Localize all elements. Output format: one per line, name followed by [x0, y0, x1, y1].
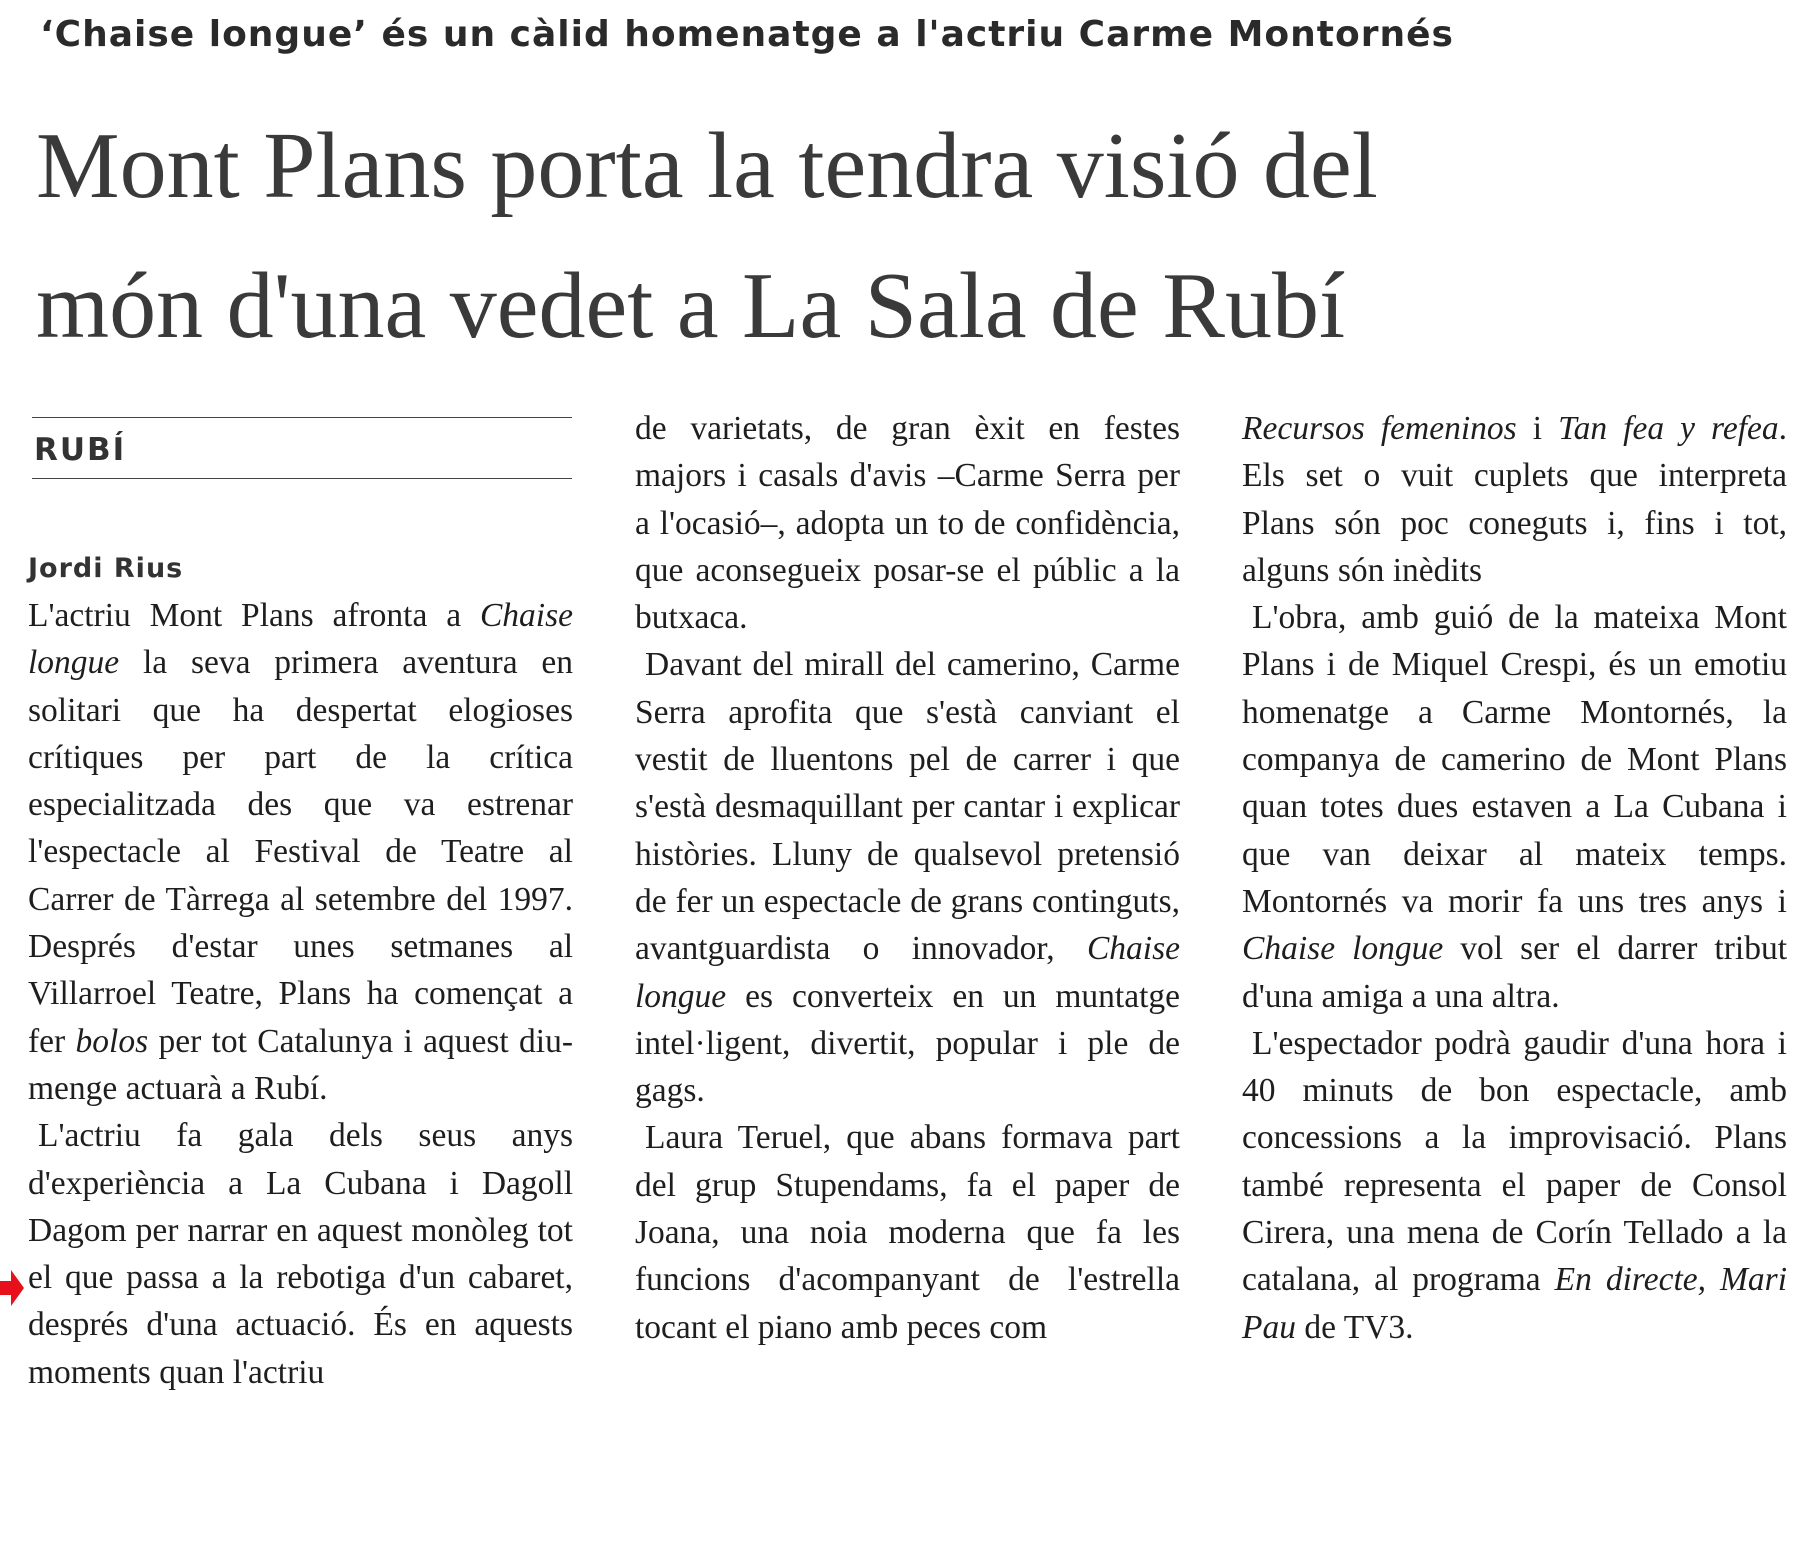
dateline-rule-top [32, 417, 572, 418]
col1-paragraph-1: L'actriu Mont Plans afronta a Chaise longue la seva primera aventura en solitari que ha despertat elogioses crítiques per part de la crítica especialitzada des que va estrenar l'espectacle al Festival de Teatre al Carrer de Tàrrega al setembre del 1997. Després d'estar unes setmanes al Villarroel Teatre, Plans ha començat a fer bolos per tot Catalunya i aquest diumenge actuarà a Rubí. [28, 597, 573, 1107]
col2-paragraph-1: de varietats, de gran èxit en festes majors i casals d'avis –Carme Serra per a l'ocasió–, adopta un to de confidència, que aconsegueix posar-se el públic a la butxaca. [635, 410, 1180, 637]
dateline-rule-bottom [32, 478, 572, 479]
dateline: RUBÍ [34, 432, 127, 468]
headline-line-1: Mont Plans porta la tendra visió del [36, 114, 1378, 218]
column-2 [635, 405, 1180, 1351]
column-3 [1242, 405, 1787, 1351]
headline-line-2: món d'una vedet a La Sala de Rubí [36, 254, 1346, 358]
col3-paragraph-3: L'espectador podrà gaudir d'una hora i 40 minuts de bon espectacle, amb concessions a la improvisació. Plans també representa el paper de Consol Cirera, una mena de Corín Tellado a la catalana, al programa En directe, Mari Pau de TV3. [1242, 1024, 1788, 1346]
col3-paragraph-1: Recursos femeninos i Tan fea y refea. Els set o vuit cuplets que interpreta Plans són poc coneguts i, fins i tot, alguns són inèdits [1242, 410, 1787, 589]
headline [36, 96, 1796, 376]
col3-paragraph-2: L'obra, amb guió de la mateixa Mont Plans i de Miquel Crespi, és un emotiu homenatge a Carme Montornés, la companya de camerino de Mont Plans quan totes dues estaven a La Cubana i que van deixar al mateix temps. Montornés va morir fa uns tres anys i Chaise longue vol ser el darrer tribut d'una amiga a una altra. [1242, 599, 1787, 1015]
col1-paragraph-2: L'actriu fa gala dels seus anys d'experiència a La Cubana i Dagoll Dagom per narrar en aquest monòleg tot el que passa a la rebotiga d'un cabaret, després d'una actuació. És en aquests moments quan l'actriu [28, 1117, 573, 1391]
byline: Jordi Rius [28, 553, 184, 584]
col2-paragraph-2: Davant del mirall del camerino, Carme Serra aprofita que s'està canviant el vestit de lluentons pel de carrer i que s'està desmaquillant per cantar i explicar històries. Lluny de qualsevol pretensió de fer un espectacle de grans continguts, avantguardista o innovador, Chaise longue es converteix en un muntatge intel·ligent, divertit, popular i ple de gags. [635, 646, 1180, 1110]
column-1 [28, 545, 573, 1396]
col2-paragraph-3: Laura Teruel, que abans formava part del grup Stupendams, fa el paper de Joana, una noia moderna que fa les funcions d'acompanyant de l'estrella tocant el piano amb peces com [635, 1119, 1180, 1346]
kicker: ‘Chaise longue’ és un càlid homenatge a l'actriu Carme Montornés [40, 14, 1454, 55]
red-arrow-icon [0, 1270, 24, 1306]
